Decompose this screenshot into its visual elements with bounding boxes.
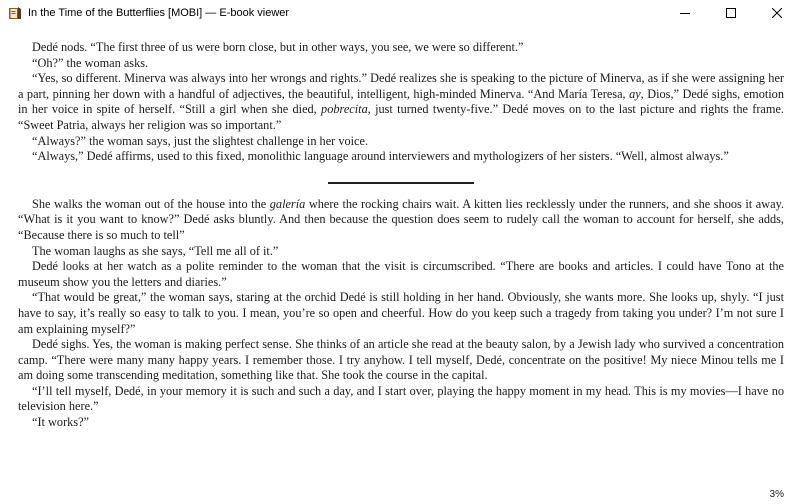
- italic-text: ay: [629, 86, 641, 101]
- paragraph: [18, 244, 784, 260]
- minimize-icon: [680, 8, 690, 18]
- minimize-button[interactable]: [662, 0, 708, 26]
- text-run: She walks the woman out of the house into the: [32, 196, 270, 211]
- paragraph: [18, 384, 784, 415]
- paragraph: [18, 415, 784, 431]
- text-run: “It works?”: [32, 415, 90, 430]
- maximize-button[interactable]: [708, 0, 754, 26]
- text-run: where the rocking chairs wait. A kitten lies recklessly under the runners, and she shoos it away. “What is it you want to know?” Dedé asks bluntly. And then because the question does seem to rudely call the woman to account for herself, she adds, “Because there is so much to tell”: [18, 196, 784, 242]
- text-run: “Oh?” the woman asks.: [32, 55, 149, 70]
- paragraph: [18, 149, 784, 165]
- text-run: Dedé nods. “The first three of us were born close, but in other ways, you see, we were so different.”: [32, 40, 524, 54]
- paragraph: [18, 337, 784, 384]
- italic-text: galería: [269, 196, 306, 211]
- ebook-viewer-icon: [8, 6, 22, 20]
- title-bar[interactable]: [0, 0, 800, 26]
- close-icon: [772, 8, 782, 18]
- text-run: The woman laughs as she says, “Tell me all of it.”: [32, 243, 279, 258]
- paragraph: [18, 259, 784, 290]
- paragraph: [18, 134, 784, 150]
- window-controls: [662, 0, 800, 26]
- scene-break-divider: [328, 182, 474, 184]
- text-run: , just turned twenty-five.” Dedé moves on to the last picture and rights the frame. “Sweet Patria, always her religion was so important.”: [18, 102, 784, 132]
- text-run: “Always,” Dedé affirms, used to this fixed, monolithic language around interviewers and mythologizers of her sisters. “Well, almost always.”: [32, 149, 729, 164]
- text-run: Dedé looks at her watch as a polite reminder to the woman that the visit is circumscribed. “There are books and articles. I could have Tono at the museum show you the letters and diaries.”: [18, 259, 784, 289]
- text-section: [18, 197, 784, 431]
- close-button[interactable]: [754, 0, 800, 26]
- text-run: “Yes, so different. Minerva was always into her wrongs and rights.” Dedé realizes she is speaking to the picture of Minerva, as if she were assigning her a part, pinning her down with a handful of adjectives, the beautiful, intelligent, high-minded Minerva. “And María Teresa,: [18, 71, 784, 101]
- paragraph: [18, 290, 784, 337]
- reading-progress: 3%: [769, 489, 784, 500]
- paragraph: [18, 56, 784, 72]
- book-page[interactable]: [18, 40, 784, 431]
- window-title: In the Time of the Butterflies [MOBI] — E-book viewer: [28, 7, 290, 19]
- italic-text: pobrecita: [321, 102, 368, 117]
- text-run: “I’ll tell myself, Dedé, in your memory it is such and such a day, and I start over, playing the happy moment in my head. This is my movies—I have no television here.”: [18, 383, 784, 414]
- text-section: [18, 40, 784, 165]
- text-run: , Dios,” Dedé sighs, emotion in her voice in spite of herself. “Still a girl when she died,: [18, 86, 784, 117]
- maximize-icon: [726, 8, 736, 18]
- text-run: “Always?” the woman says, just the slightest challenge in her voice.: [32, 133, 369, 148]
- paragraph: [18, 40, 784, 56]
- paragraph: [18, 71, 784, 133]
- paragraph: [18, 197, 784, 244]
- text-run: Dedé sighs. Yes, the woman is making perfect sense. She thinks of an article she read at the beauty salon, by a Jewish lady who survived a concentration camp. “There were many many happy years. I remember those. I try anyhow. I tell myself, Dedé, concentrate on the positive! My niece Minou tells me I am doing some transcending meditation, something like that. She took the course in the capital.: [18, 337, 784, 383]
- text-run: “That would be great,” the woman says, staring at the orchid Dedé is still holding in her hand. Obviously, she wants more. She looks up, shyly. “I just have to say, it’s really so easy to talk to you. I mean, you’re so open and cheerful. How do you keep such a tragedy from taking you under? I’m not sure I am explaining myself?”: [18, 290, 784, 336]
